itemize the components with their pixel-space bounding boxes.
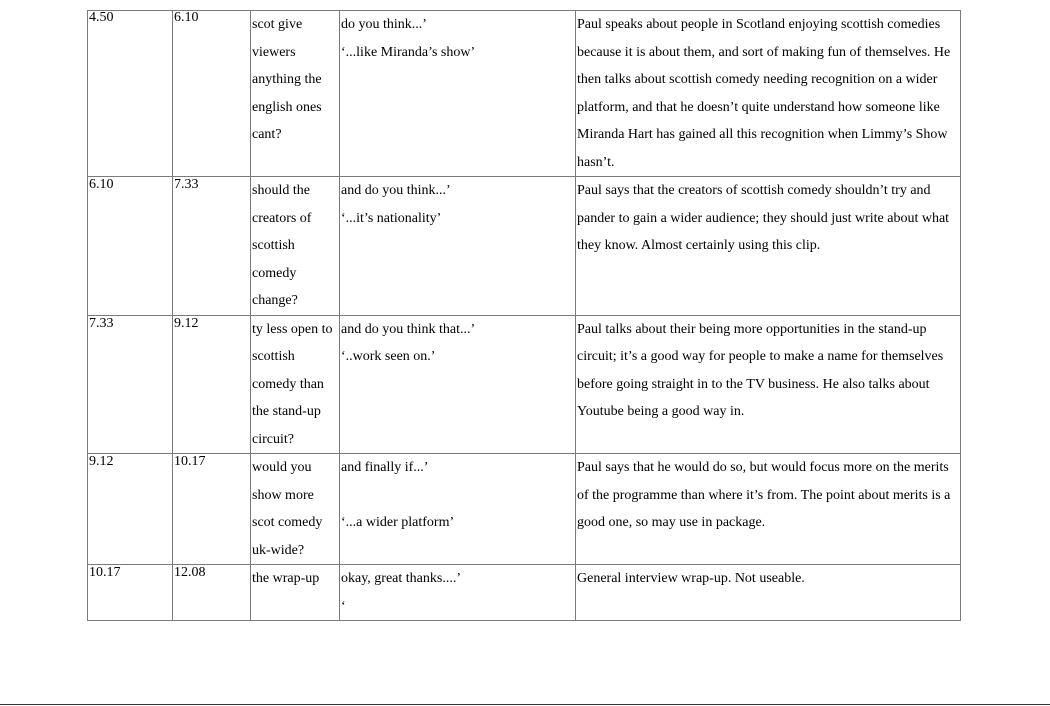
cue-cell: and do you think that...’ ‘..work seen on.’ <box>340 315 576 454</box>
end-time-cell: 7.33 <box>173 177 251 316</box>
interview-log-table <box>87 10 961 621</box>
page-bottom-divider <box>0 704 1050 705</box>
cue-cell: do you think...’ ‘...like Miranda’s show’ <box>340 11 576 177</box>
table-row <box>88 565 961 621</box>
end-time-cell: 9.12 <box>173 315 251 454</box>
summary-cell: Paul speaks about people in Scotland enjoying scottish comedies because it is about them, and sort of making fun of themselves. He then talks about scottish comedy needing recognition on a wider platform, and that he doesn’t quite understand how someone like Miranda Hart has gained all this recognition when Limmy’s Show hasn’t. <box>576 11 961 177</box>
summary-cell: Paul says that he would do so, but would focus more on the merits of the programme than where it’s from. The point about merits is a good one, so may use in package. <box>576 454 961 565</box>
cue-cell: and finally if...’ ‘...a wider platform’ <box>340 454 576 565</box>
start-time-cell: 10.17 <box>88 565 173 621</box>
table-row <box>88 454 961 565</box>
question-cell: ty less open to scottish comedy than the stand-up circuit? <box>251 315 340 454</box>
end-time-cell: 6.10 <box>173 11 251 177</box>
question-cell: scot give viewers anything the english ones cant? <box>251 11 340 177</box>
question-cell: the wrap-up <box>251 565 340 621</box>
table-row <box>88 177 961 316</box>
summary-cell: General interview wrap-up. Not useable. <box>576 565 961 621</box>
start-time-cell: 9.12 <box>88 454 173 565</box>
cue-cell: okay, great thanks....’ ‘ <box>340 565 576 621</box>
start-time-cell: 6.10 <box>88 177 173 316</box>
summary-cell: Paul talks about their being more opportunities in the stand-up circuit; it’s a good way for people to make a name for themselves before going straight in to the TV business. He also talks about Youtube being a good way in. <box>576 315 961 454</box>
cue-cell: and do you think...’ ‘...it’s nationality’ <box>340 177 576 316</box>
start-time-cell: 4.50 <box>88 11 173 177</box>
start-time-cell: 7.33 <box>88 315 173 454</box>
question-cell: would you show more scot comedy uk-wide? <box>251 454 340 565</box>
end-time-cell: 12.08 <box>173 565 251 621</box>
question-cell: should the creators of scottish comedy change? <box>251 177 340 316</box>
table-row <box>88 315 961 454</box>
table-row <box>88 11 961 177</box>
end-time-cell: 10.17 <box>173 454 251 565</box>
summary-cell: Paul says that the creators of scottish comedy shouldn’t try and pander to gain a wider audience; they should just write about what they know. Almost certainly using this clip. <box>576 177 961 316</box>
